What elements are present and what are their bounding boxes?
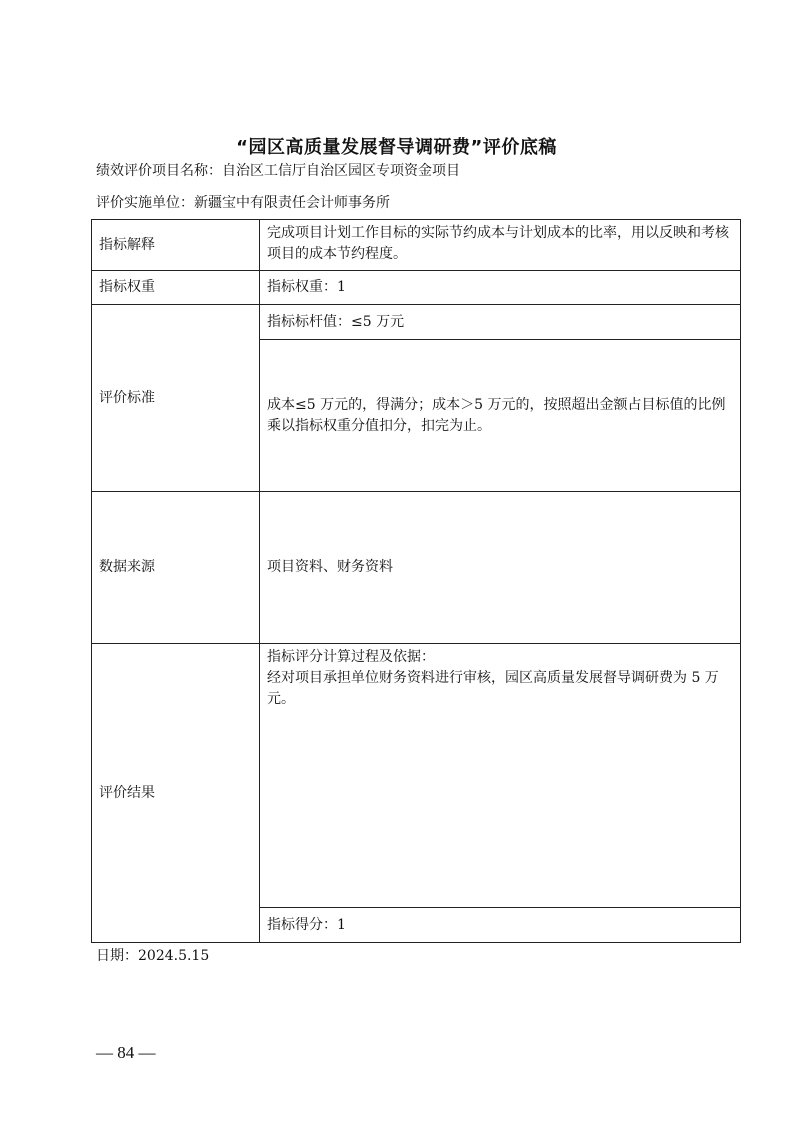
evaluation-table — [91, 219, 741, 943]
row-result-process — [92, 644, 741, 908]
process-title: 指标评分计算过程及依据： — [267, 649, 435, 665]
value-result-process — [260, 644, 741, 908]
label-result: 评价结果 — [92, 644, 260, 943]
process-text: 经对项目承担单位财务资料进行审核，园区高质量发展督导调研费为 5 万元。 — [267, 670, 719, 707]
date: 日期：2024.5.15 — [96, 948, 210, 964]
value-criteria: 成本≤5 万元的，得满分；成本＞5 万元的，按照超出金额占目标值的比例乘以指标权重分值扣分，扣完为止。 — [260, 340, 741, 492]
project-name: 绩效评价项目名称：自治区工信厅自治区园区专项资金项目 — [96, 163, 460, 179]
row-criteria-benchmark — [92, 305, 741, 340]
evaluation-unit: 评价实施单位：新疆宝中有限责任会计师事务所 — [96, 195, 390, 211]
value-weight: 指标权重：1 — [260, 271, 741, 305]
label-source: 数据来源 — [92, 492, 260, 644]
value-score: 指标得分：1 — [260, 908, 741, 943]
row-weight — [92, 271, 741, 305]
page-number: — 84 — — [96, 1043, 156, 1062]
label-weight: 指标权重 — [92, 271, 260, 305]
row-source — [92, 492, 741, 644]
value-source: 项目资料、财务资料 — [260, 492, 741, 644]
value-benchmark: 指标标杆值：≤5 万元 — [260, 305, 741, 340]
row-explanation — [92, 220, 741, 271]
label-criteria: 评价标准 — [92, 305, 260, 492]
document-title: “园区高质量发展督导调研费”评价底稿 — [236, 137, 557, 158]
label-explanation: 指标解释 — [92, 220, 260, 271]
value-explanation: 完成项目计划工作目标的实际节约成本与计划成本的比率，用以反映和考核项目的成本节约程度。 — [260, 220, 741, 271]
